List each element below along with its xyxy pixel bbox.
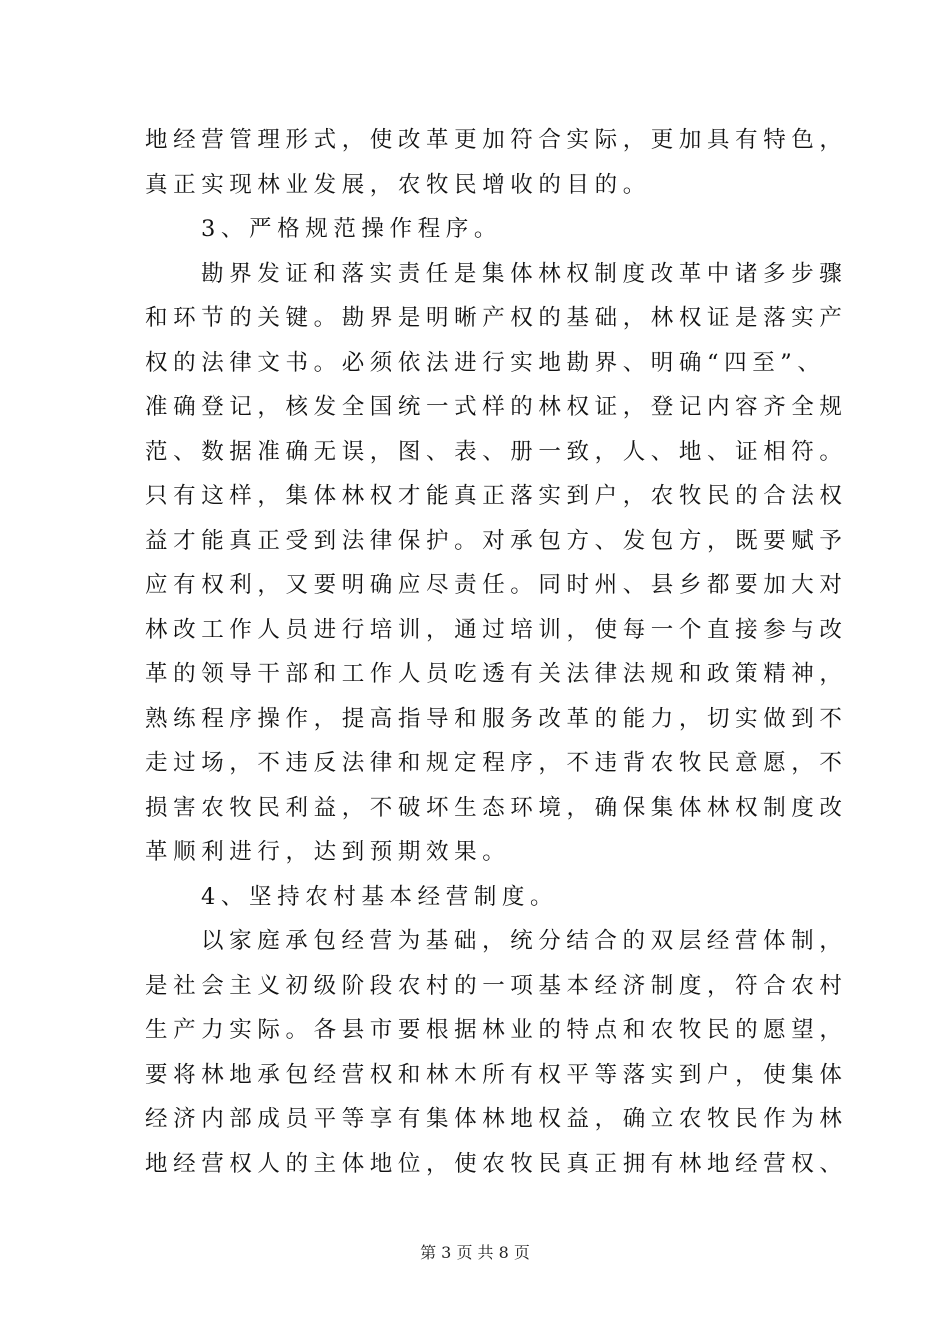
paragraph-start: 以家庭承包经营为基础，统分结合的双层经营体制， [201,928,848,954]
text-line: 真正实现林业发展，农牧民增收的目的。 [145,171,651,198]
text-line: 林改工作人员进行培训，通过培训，使每一个直接参与改 [145,616,848,643]
text-line: 准确登记，核发全国统一式样的林权证，登记内容齐全规 [145,394,848,420]
text-line: 应有权利，又要明确应尽责任。同时州、县乡都要加大对 [145,572,848,598]
text-line: 经济内部成员平等享有集体林地权益，确立农牧民作为林 [145,1106,848,1132]
text-line: 地经营管理形式，使改革更加符合实际，更加具有特色， [145,127,848,153]
text-line: 地经营权人的主体地位，使农牧民真正拥有林地经营权、 [145,1150,848,1177]
section-heading-3: 3、严格规范操作程序。 [201,216,502,242]
text-line: 熟练程序操作，提高指导和服务改革的能力，切实做到不 [145,705,848,732]
text-line: 革的领导干部和工作人员吃透有关法律法规和政策精神， [145,661,848,687]
text-line: 只有这样，集体林权才能真正落实到户，农牧民的合法权 [145,483,848,509]
text-line: 益才能真正受到法律保护。对承包方、发包方，既要赋予 [145,527,848,554]
text-line: 要将林地承包经营权和林木所有权平等落实到户，使集体 [145,1061,848,1088]
paragraph-start: 勘界发证和落实责任是集体林权制度改革中诸多步骤 [201,260,848,287]
text-line: 权的法律文书。必须依法进行实地勘界、明确“四至”、 [145,349,826,376]
text-line: 走过场，不违反法律和规定程序，不违背农牧民意愿，不 [145,750,848,776]
text-line: 损害农牧民利益，不破坏生态环境，确保集体林权制度改 [145,794,848,821]
page-number-footer: 第 3 页 共 8 页 [420,1243,530,1262]
text-line: 和环节的关键。勘界是明晰产权的基础，林权证是落实产 [145,305,848,331]
text-line: 范、数据准确无误，图、表、册一致，人、地、证相符。 [145,438,848,465]
text-line: 生产力实际。各县市要根据林业的特点和农牧民的愿望， [145,1017,848,1043]
section-heading-4: 4、坚持农村基本经营制度。 [201,883,559,910]
text-line: 革顺利进行，达到预期效果。 [145,839,511,865]
text-line: 是社会主义初级阶段农村的一项基本经济制度，符合农村 [145,972,848,999]
body-text [145,118,848,1186]
